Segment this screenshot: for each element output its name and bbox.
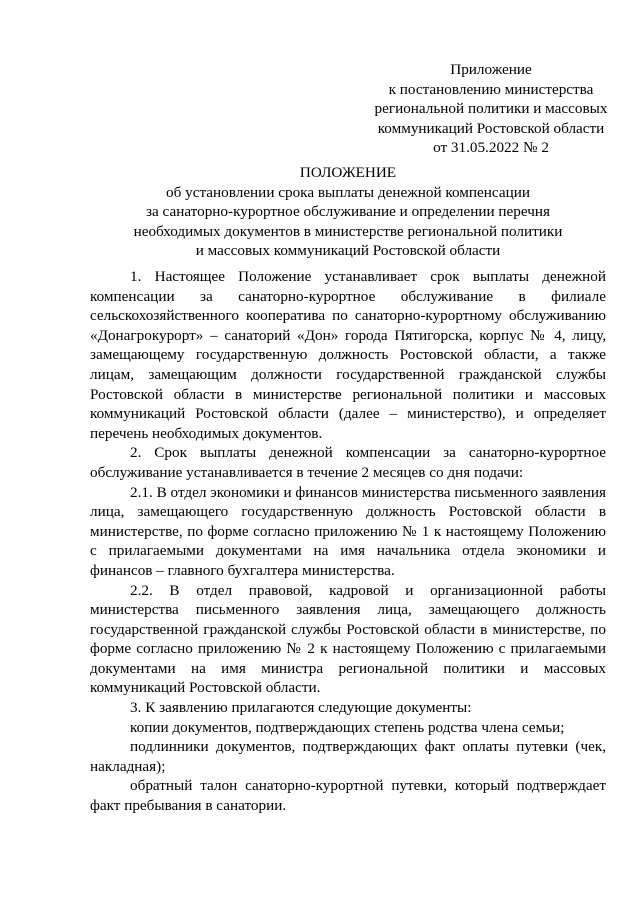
paragraph-2-1: 2.1. В отдел экономики и финансов министерства письменного заявления лица, замещающего государственную должность Ростовской области в министерстве, по форме согласно приложению № 1 к настоящему Положению с прилагаемыми документами на имя начальника отдела экономики и финансов – главного бухгалтера министерства. bbox=[90, 483, 606, 579]
document-title: ПОЛОЖЕНИЕ bbox=[299, 164, 397, 181]
document-heading bbox=[90, 163, 606, 261]
document-list-item: копии документов, подтверждающих степень родства члена семьи; bbox=[130, 718, 565, 736]
heading-line: за санаторно-курортное обслуживание и определении перечня bbox=[146, 203, 550, 221]
appendix-line: Приложение bbox=[450, 61, 532, 78]
paragraph-2-2: 2.2. В отдел правовой, кадровой и организационной работы министерства письменного заявления лица, замещающего должность государственной гражданской службы Ростовской области в министерстве, по форме согласно приложению № 2 к настоящему Положению с прилагаемыми документами на имя министра региональной политики и массовых коммуникаций Ростовской области. bbox=[90, 581, 606, 697]
paragraph-3: 3. К заявлению прилагаются следующие документы: bbox=[130, 699, 472, 717]
appendix-line: от 31.05.2022 № 2 bbox=[433, 139, 549, 157]
paragraph-1: 1. Настоящее Положение устанавливает срок выплаты денежной компенсации за санаторно-курортное обслуживание в филиале сельскохозяйственного кооператива по санаторно-курортному обслуживанию «Донагрокурорт» – санаторий «Дон» города Пятигорска, корпус № 4, лицу, замещающему государственную должность Ростовской области, а также лицам, замещающим должности государственной гражданской службы Ростовской области в министерстве региональной политики и массовых коммуникаций Ростовской области (далее – министерство), и определяет перечень необходимых документов. bbox=[90, 268, 606, 442]
heading-line: и массовых коммуникаций Ростовской области bbox=[195, 242, 501, 260]
heading-line: об установлении срока выплаты денежной компенсации bbox=[166, 183, 530, 201]
heading-line: необходимых документов в министерстве региональной политики bbox=[133, 222, 563, 240]
paragraph-2: 2. Срок выплаты денежной компенсации за санаторно-курортное обслуживание устанавливается в течение 2 месяцев со дня подачи: bbox=[90, 444, 606, 481]
document-body bbox=[90, 267, 606, 816]
appendix-line: региональной политики и массовых bbox=[374, 100, 608, 118]
document-list-item: обратный талон санаторно-курортной путевки, который подтверждает факт пребывания в санатории. bbox=[90, 777, 606, 815]
appendix-block bbox=[368, 60, 614, 158]
document-list-item: подлинники документов, подтверждающих факт оплаты путевки (чек, накладная); bbox=[90, 738, 606, 775]
appendix-line: коммуникаций Ростовской области bbox=[377, 119, 605, 137]
appendix-line: к постановлению министерства bbox=[388, 80, 594, 98]
